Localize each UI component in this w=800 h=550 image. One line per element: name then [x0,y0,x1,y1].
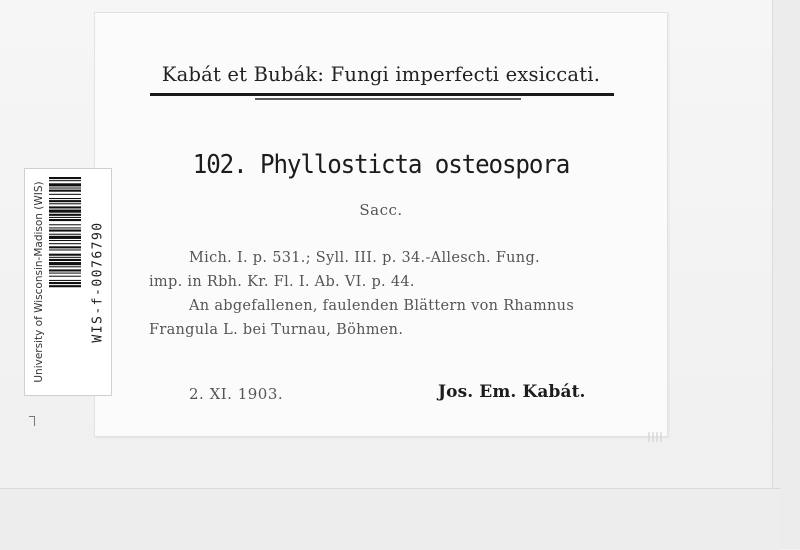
barcode-bar [49,249,81,250]
barcode-bar [49,194,81,195]
barcode-bar [49,180,81,181]
corner-mark [29,416,35,426]
barcode-bar [49,177,81,179]
collection-date: 2. XI. 1903. [189,385,284,403]
sheet-edge-right [772,0,800,549]
barcode-bar [49,203,81,204]
barcode-bar [49,285,81,287]
barcode-bar [49,210,81,213]
barcode-bar [49,230,81,232]
barcode-bar [49,254,81,256]
series-header: Kabát et Bubák: Fungi imperfecti exsiccati. [161,63,601,86]
exsiccata-number: 102. [192,150,247,180]
habitat-line-1: An abgefallenen, faulenden Blättern von Rhamnus [189,298,575,314]
barcode-bar [49,240,81,241]
barcode-bar [49,269,81,271]
barcode-bar [49,219,81,221]
barcode-bar [49,224,81,225]
barcode-bar [49,243,81,244]
collector-name: Jos. Em. Kabát. [438,382,586,402]
barcode-bar [49,214,81,216]
barcode-bar [49,234,81,235]
barcode-bar [49,282,81,284]
specimen-label [94,12,668,437]
barcode-bar [49,190,81,192]
institution-text: University of Wisconsin-Madison (WIS) [33,181,45,383]
barcode-bar [49,276,81,277]
barcode-bar [49,206,81,208]
barcode-bar [49,266,81,267]
sheet-edge-bottom [0,488,780,550]
barcode-id: WIS-f-0076790 [90,221,106,343]
species-name: Phyllosticta osteospora [260,150,570,180]
reference-line-2: imp. in Rbh. Kr. Fl. I. Ab. VI. p. 44. [149,274,415,290]
species-author: Sacc. [359,201,403,219]
species-title [115,150,647,180]
barcode-bar [49,217,81,218]
barcode-bar [49,227,81,228]
header-rule-thick [150,93,614,96]
barcode-bar [49,183,81,186]
reference-line-1: Mich. I. p. 531.; Syll. III. p. 34.-Allesch. Fung. [189,250,540,266]
barcode-bar [49,280,81,281]
barcode-bar [49,200,81,202]
barcode-bar [49,198,81,199]
barcode-tag [24,168,112,396]
barcode-bar [49,236,81,239]
barcode-bar [49,273,81,274]
barcode-bar [49,188,81,189]
barcode-icon [49,177,81,387]
barcode-bar [49,257,81,258]
label-smudge [648,432,664,442]
header-rule-thin [255,98,521,100]
label-body [149,246,619,342]
habitat-line-2: Frangula L. bei Turnau, Böhmen. [149,322,404,338]
barcode-bar [49,259,81,261]
barcode-bar [49,262,81,265]
barcode-bar [49,246,81,248]
